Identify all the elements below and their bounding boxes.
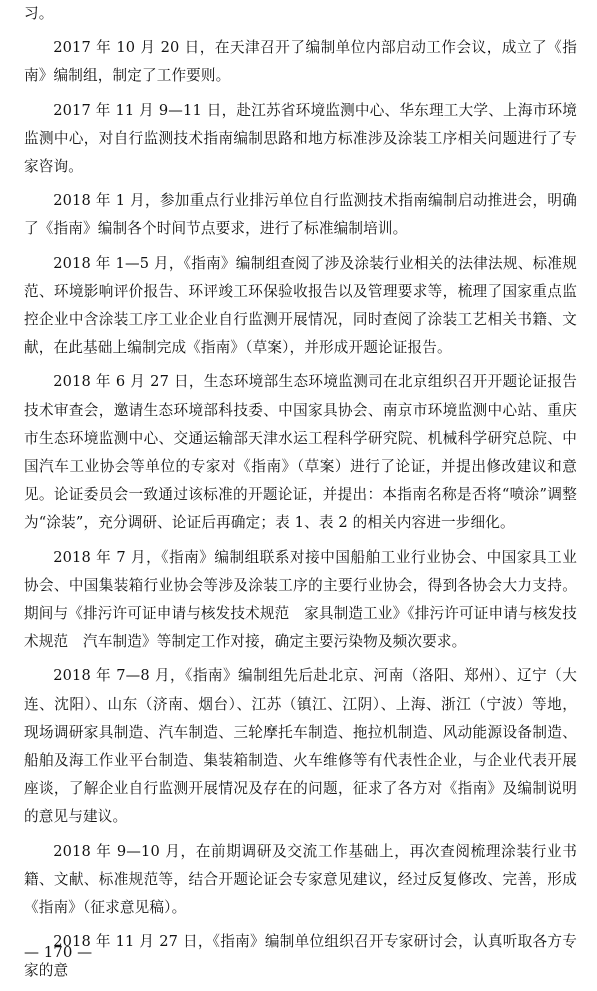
paragraph-2018-07-08: 2018 年 7—8 月，《指南》编制组先后赴北京、河南（洛阳、郑州）、辽宁（大连、沈阳）、山东（济南、烟台）、江苏（镇江、江阴）、上海、浙江（宁波）等地，现场调研家具制造、汽车制造、三轮摩托车制造、拖拉机制造、风动能源设备制造、船舶及海工作业平台制造、集装箱制造、火车维修等有代表性企业，与企业代表开展座谈，了解企业自行监测开展情况及存在的问题，征求了各方对《指南》及编制说明的意见与建议。 bbox=[24, 667, 577, 826]
document-page bbox=[24, 0, 577, 991]
paragraph-2018-06-27: 2018 年 6 月 27 日，生态环境部生态环境监测司在北京组织召开开题论证报告技术审查会，邀请生态环境部科技委、中国家具协会、南京市环境监测中心站、重庆市生态环境监测中心、交通运输部天津水运工程科学研究院、机械科学研究总院、中国汽车工业协会等单位的专家对《指南》（草案）进行了论证，并提出修改建议和意见。论证委员会一致通过该标准的开题论证，并提出：本指南名称是否将“喷涂”调整为“涂装”，充分调研、论证后再确定；表 1、表 2 的相关内容进一步细化。 bbox=[24, 373, 577, 532]
paragraph-2018-09-10: 2018 年 9—10 月，在前期调研及交流工作基础上，再次查阅梳理涂装行业书籍、文献、标准规范等，结合开题论证会专家意见建议，经过反复修改、完善，形成《指南》（征求意见稿）。 bbox=[24, 842, 577, 917]
page-number: — 170 — bbox=[24, 943, 93, 961]
paragraph-2018-07: 2018 年 7 月，《指南》编制组联系对接中国船舶工业行业协会、中国家具工业协会、中国集装箱行业协会等涉及涂装工序的主要行业协会，得到各协会大力支持。期间与《排污许可证申请与核发技术规范 家具制造工业》《排污许可证申请与核发技术规范 汽车制造》等制定工作对接，确定主要污染物及频次要求。 bbox=[24, 548, 577, 651]
paragraph-2018-11-27: 2018 年 11 月 27 日，《指南》编制单位组织召开专家研讨会，认真听取各方专家的意 bbox=[24, 933, 577, 979]
paragraph-2017-10-20: 2017 年 10 月 20 日，在天津召开了编制单位内部启动工作会议，成立了《指南》编制组，制定了工作要则。 bbox=[24, 39, 577, 85]
paragraph-2018-01: 2018 年 1 月，参加重点行业排污单位自行监测技术指南编制启动推进会，明确了《指南》编制各个时间节点要求，进行了标准编制培训。 bbox=[24, 192, 577, 238]
paragraph-continuation: 习。 bbox=[24, 5, 54, 22]
paragraph-2018-01-05: 2018 年 1—5 月，《指南》编制组查阅了涉及涂装行业相关的法律法规、标准规范、环境影响评价报告、环评竣工环保验收报告以及管理要求等，梳理了国家重点监控企业中含涂装工序工业企业自行监测开展情况，同时查阅了涂装工艺相关书籍、文献，在此基础上编制完成《指南》（草案），并形成开题论证报告。 bbox=[24, 254, 577, 357]
paragraph-2017-11: 2017 年 11 月 9—11 日，赴江苏省环境监测中心、华东理工大学、上海市环境监测中心，对自行监测技术指南编制思路和地方标准涉及涂装工序相关问题进行了专家咨询。 bbox=[24, 101, 577, 176]
